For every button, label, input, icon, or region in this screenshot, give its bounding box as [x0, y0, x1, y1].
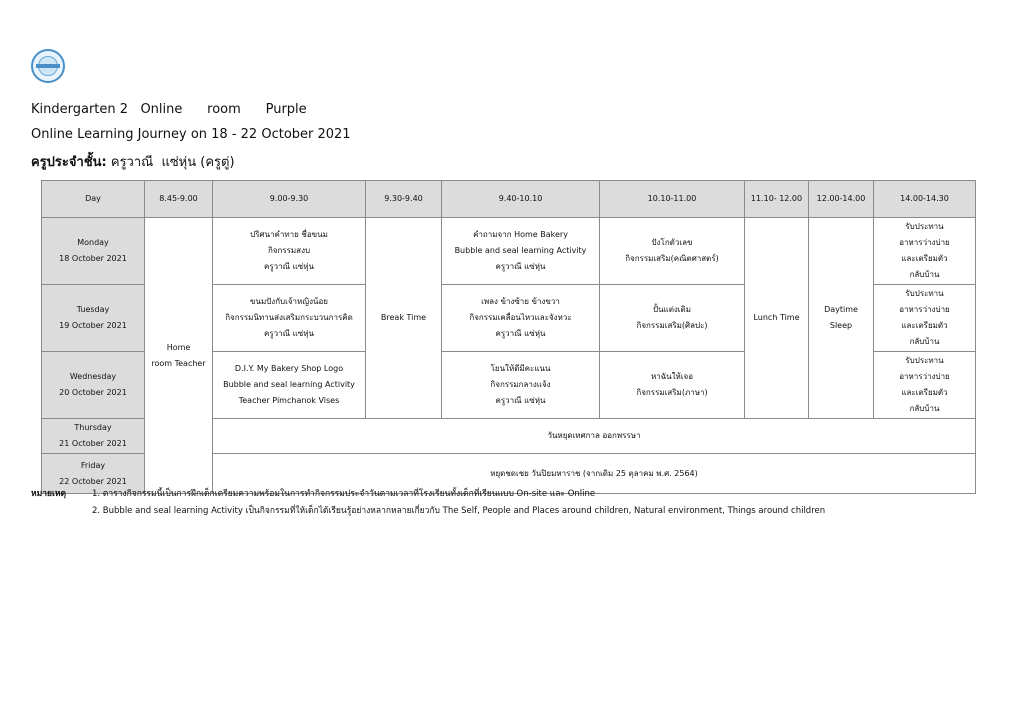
- day-cell: Tuesday 19 October 2021: [42, 285, 145, 352]
- activity-cell: ปังโกตัวเลข กิจกรรมเสริม(คณิตศาสตร์): [600, 218, 745, 285]
- activity-cell: ปั้นแต่งเติม กิจกรรมเสริม(ศิลปะ): [600, 285, 745, 352]
- day-cell: Friday 22 October 2021: [42, 454, 145, 494]
- day-cell: Monday 18 October 2021: [42, 218, 145, 285]
- break-time-cell: Break Time: [366, 218, 442, 419]
- schedule-table: [41, 180, 976, 494]
- row-monday: [42, 218, 976, 285]
- day-cell: Wednesday 20 October 2021: [42, 352, 145, 419]
- snack-cell: รับประทาน อาหารว่างบ่าย และเตรียมตัว กลับบ้าน: [874, 285, 976, 352]
- lunch-time-cell: Lunch Time: [745, 218, 809, 419]
- journey-title: Online Learning Journey on 18 - 22 October 2021: [31, 127, 351, 142]
- holiday-cell: วันหยุดเทศกาล ออกพรรษา: [213, 419, 976, 454]
- col-header-0930: 9.30-9.40: [366, 181, 442, 218]
- col-header-0900: 9.00-9.30: [213, 181, 366, 218]
- class-title: Kindergarten 2 Online room Purple: [31, 102, 307, 117]
- school-emblem-icon: [31, 49, 65, 83]
- note-2: 2. Bubble and seal learning Activity เป็นกิจกรรมที่ให้เด็กได้เรียนรู้อย่างหลากหลายเกี่ยวกับ The Self, People and Places around children, Natural environment, Things around children: [92, 506, 826, 516]
- snack-cell: รับประทาน อาหารว่างบ่าย และเตรียมตัว กลับบ้าน: [874, 218, 976, 285]
- activity-cell: ขนมปังกับเจ้าหญิงน้อย กิจกรรมนิทานส่งเสริมกระบวนการคิด ครูวาณี แซ่หุ่น: [213, 285, 366, 352]
- col-header-1010: 10.10-11.00: [600, 181, 745, 218]
- teacher-label: ครูประจำชั้น:: [31, 155, 107, 170]
- notes-label: หมายเหตุ: [31, 489, 66, 499]
- activity-cell: ปริศนาคำทาย ชื่อขนม กิจกรรมสงบ ครูวาณี แซ่หุ่น: [213, 218, 366, 285]
- day-cell: Thursday 21 October 2021: [42, 419, 145, 454]
- header-row: [42, 181, 976, 218]
- activity-cell: โยนให้ดีมีคะแนน กิจกรรมกลางแจ้ง ครูวาณี แซ่หุ่น: [442, 352, 600, 419]
- activity-cell: หาฉันให้เจอ กิจกรรมเสริม(ภาษา): [600, 352, 745, 419]
- col-header-1200: 12.00-14.00: [809, 181, 874, 218]
- daytime-sleep-cell: Daytime Sleep: [809, 218, 874, 419]
- activity-cell: เพลง ข้างซ้าย ข้างขวา กิจกรรมเคลื่อนไหวและจังหวะ ครูวาณี แซ่หุ่น: [442, 285, 600, 352]
- snack-cell: รับประทาน อาหารว่างบ่าย และเตรียมตัว กลับบ้าน: [874, 352, 976, 419]
- col-header-1400: 14.00-14.30: [874, 181, 976, 218]
- emblem-band: [36, 64, 60, 68]
- col-header-1110: 11.10- 12.00: [745, 181, 809, 218]
- homeroom-cell: Home room Teacher: [145, 218, 213, 494]
- activity-cell: D.I.Y. My Bakery Shop Logo Bubble and seal learning Activity Teacher Pimchanok Vises: [213, 352, 366, 419]
- col-header-day: Day: [42, 181, 145, 218]
- holiday-cell: หยุดชดเชย วันปิยมหาราช (จากเดิม 25 ตุลาคม พ.ศ. 2564): [213, 454, 976, 494]
- teacher-name: ครูวาณี แซ่หุ่น (ครูตู่): [106, 155, 235, 170]
- activity-cell: คำถามจาก Home Bakery Bubble and seal learning Activity ครูวาณี แซ่หุ่น: [442, 218, 600, 285]
- col-header-0845: 8.45-9.00: [145, 181, 213, 218]
- col-header-0940: 9.40-10.10: [442, 181, 600, 218]
- teacher-line: [31, 151, 235, 172]
- note-1: 1. ตารางกิจกรรมนี้เป็นการฝึกเด็กเตรียมความพร้อมในการทำกิจกรรมประจำวันตามเวลาที่โรงเรียนทั้งเด็กที่เรียนแบบ On-site และ Online: [92, 489, 596, 499]
